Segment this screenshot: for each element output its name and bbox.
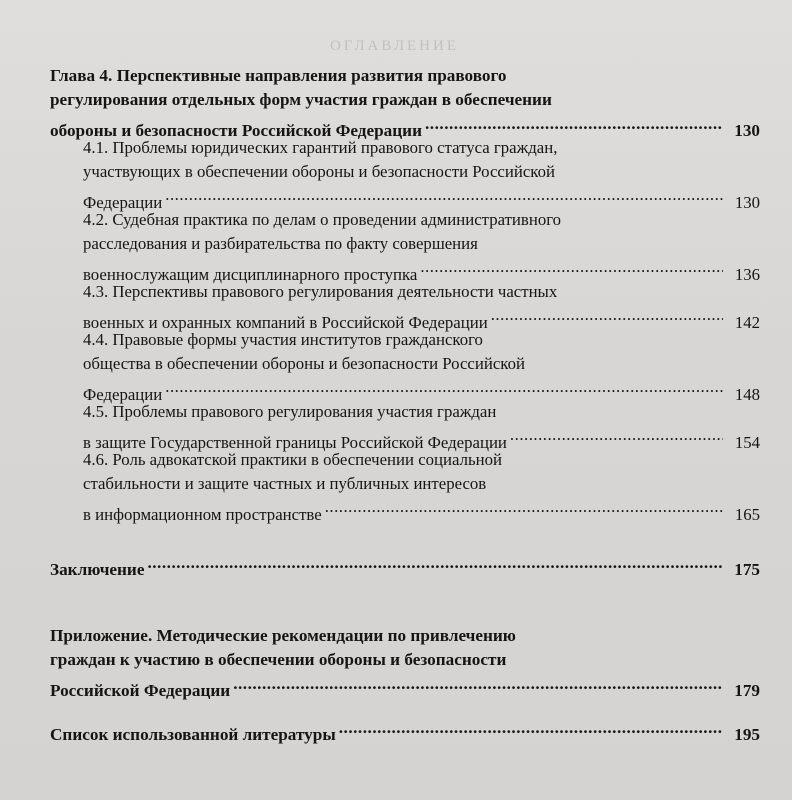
toc-entry-last-line [50,672,760,700]
toc-entry-line: Глава 4. Перспективные направления развития правового [50,66,507,85]
toc-entry-text: в защите Государственной границы Российской Федерации [83,433,507,452]
toc-page-number: 142 [734,313,760,332]
toc-entry-section-4-2[interactable] [83,208,760,284]
toc-page-number: 154 [734,433,760,452]
toc-page-number: 195 [734,725,760,744]
toc-entry-last-line [83,184,760,212]
toc-entry-line: граждан к участию в обеспечении обороны и безопасности [50,650,507,669]
toc-entry-section-4-3[interactable] [83,280,760,332]
dot-leader [491,304,723,328]
toc-entry-line: 4.3. Перспективы правового регулирования деятельности частных [83,282,558,301]
dot-leader [425,112,723,136]
toc-entry-bibliography[interactable] [50,716,760,744]
dot-leader [325,496,723,520]
toc-entry-last-line [83,304,760,332]
toc-entry-text: обороны и безопасности Российской Федерации [50,121,422,140]
dot-leader [165,184,723,208]
toc-entry-appendix[interactable] [50,624,760,700]
toc-entry-chapter-4[interactable] [50,64,760,140]
toc-entry-section-4-5[interactable] [83,400,760,452]
toc-entry-text: военных и охранных компаний в Российской Федерации [83,313,488,332]
dot-leader [233,672,723,696]
toc-entry-text: военнослужащим дисциплинарного проступка [83,265,418,284]
toc-page-number: 136 [734,265,760,284]
toc-entry-section-4-4[interactable] [83,328,760,404]
toc-entry-last-line [50,716,760,744]
toc-entry-line: стабильности и защите частных и публичных интересов [83,474,487,493]
toc-entry-last-line [83,376,760,404]
toc-page-number: 148 [734,385,760,404]
toc-entry-last-line [50,551,760,579]
toc-entry-line: 4.6. Роль адвокатской практики в обеспечении социальной [83,450,502,469]
toc-entry-line: общества в обеспечении обороны и безопасности Российской [83,354,525,373]
toc-entry-line: 4.5. Проблемы правового регулирования участия граждан [83,402,497,421]
toc-entry-line: 4.4. Правовые формы участия институтов гражданского [83,330,483,349]
toc-entry-text: Федерации [83,385,163,404]
toc-entry-line: 4.1. Проблемы юридических гарантий правового статуса граждан, [83,138,558,157]
toc-entry-section-4-1[interactable] [83,136,760,212]
toc-entry-last-line [83,496,760,524]
dot-leader [165,376,723,400]
toc-entry-line: регулирования отдельных форм участия граждан в обеспечении [50,90,552,109]
dot-leader [147,551,723,575]
toc-entry-last-line [83,256,760,284]
toc-page-number: 165 [734,505,760,524]
toc-page-number: 175 [734,560,760,579]
toc-entry-last-line [50,112,760,140]
dot-leader [420,256,723,280]
toc-page-number: 179 [734,681,760,700]
toc-entry-conclusion[interactable] [50,551,760,579]
page-heading: ОГЛАВЛЕНИЕ [330,38,459,54]
toc-entry-line: 4.2. Судебная практика по делам о проведении административного [83,210,562,229]
dot-leader [339,716,723,740]
toc-entry-text: Заключение [50,560,145,579]
toc-entry-text: Список использованной литературы [50,725,336,744]
toc-entry-text: Федерации [83,193,163,212]
toc-entry-line: Приложение. Методические рекомендации по привлечению [50,626,516,645]
toc-entry-last-line [83,424,760,452]
toc-entry-section-4-6[interactable] [83,448,760,524]
toc-page-number: 130 [734,121,760,140]
toc-entry-text: Российской Федерации [50,681,231,700]
toc-entry-text: в информационном пространстве [83,505,322,524]
toc-entry-line: участвующих в обеспечении обороны и безопасности Российской [83,162,555,181]
toc-page-number: 130 [734,193,760,212]
dot-leader [510,424,723,448]
toc-entry-line: расследования и разбирательства по факту совершения [83,234,478,253]
